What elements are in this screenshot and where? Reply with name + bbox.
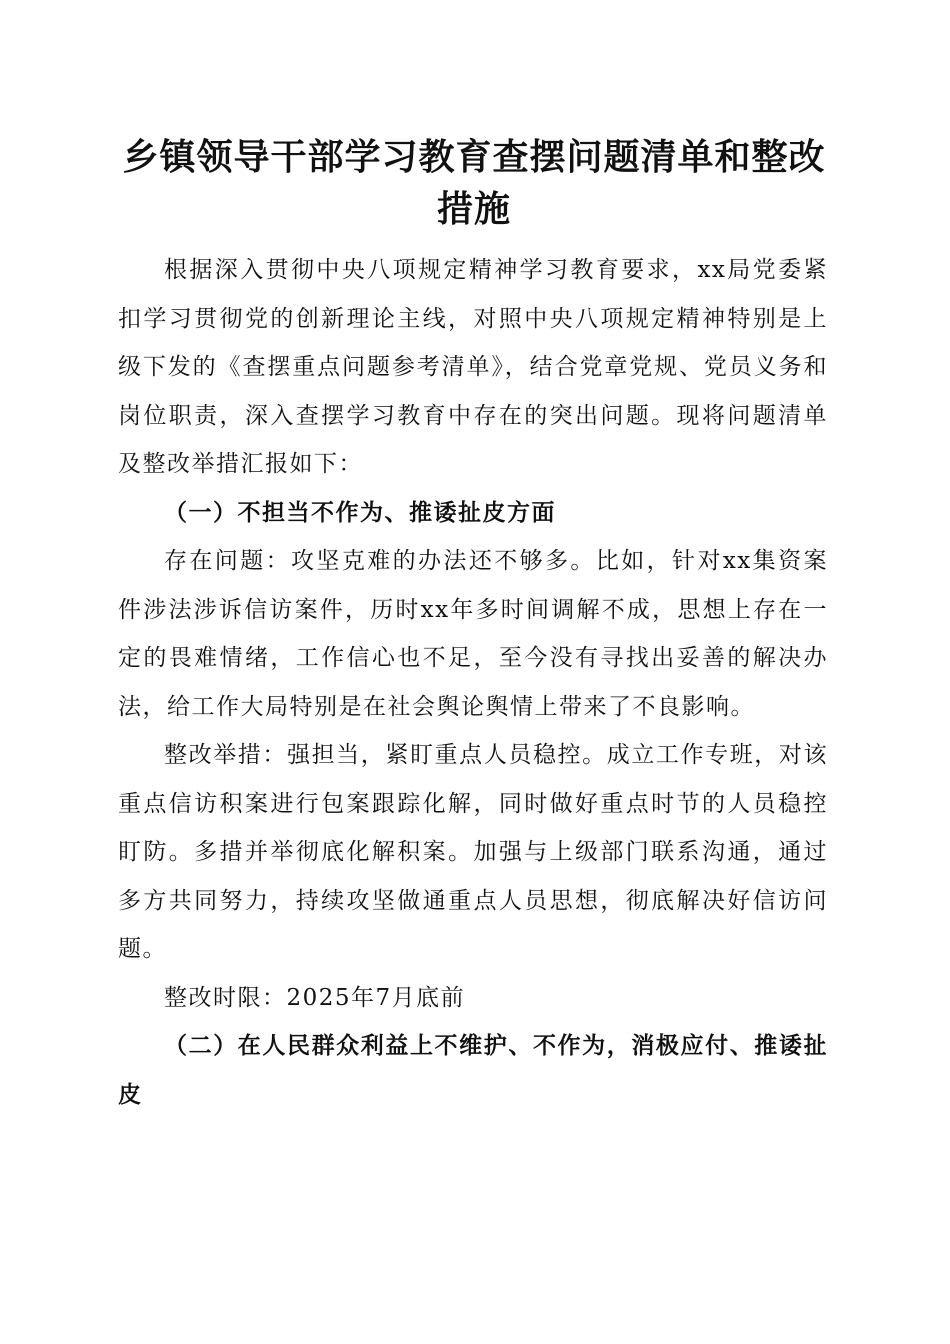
document-title: 乡镇领导干部学习教育查摆问题清单和整改措施 — [122, 137, 826, 230]
document-body — [118, 246, 828, 1119]
section-2-heading: （二）在人民群众利益上不维护、不作为，消极应付、推诿扯皮 — [118, 1032, 828, 1108]
section-1-problem: 存在问题：攻坚克难的办法还不够多。比如，针对xx集资案件涉法涉诉信访案件，历时xx年多时间调解不成，思想上存在一定的畏难情绪，工作信心也不足，至今没有寻找出妥善的解决办法，给工作大局特别是在社会舆论舆情上带来了不良影响。 — [118, 548, 828, 720]
section-1-deadline: 整改时限：2025年7月底前 — [164, 984, 466, 1011]
section-1-measures: 整改举措：强担当，紧盯重点人员稳控。成立工作专班，对该重点信访积案进行包案跟踪化解，同时做好重点时节的人员稳控盯防。多措并举彻底化解积案。加强与上级部门联系沟通，通过多方共同努力，持续攻坚做通重点人员思想，彻底解决好信访问题。 — [118, 742, 828, 962]
intro-paragraph: 根据深入贯彻中央八项规定精神学习教育要求，xx局党委紧扣学习贯彻党的创新理论主线，对照中央八项规定精神特别是上级下发的《查摆重点问题参考清单》，结合党章党规、党员义务和岗位职责，深入查摆学习教育中存在的突出问题。现将问题清单及整改举措汇报如下： — [118, 257, 828, 477]
section-1-heading: （一）不担当不作为、推诿扯皮方面 — [164, 498, 556, 526]
